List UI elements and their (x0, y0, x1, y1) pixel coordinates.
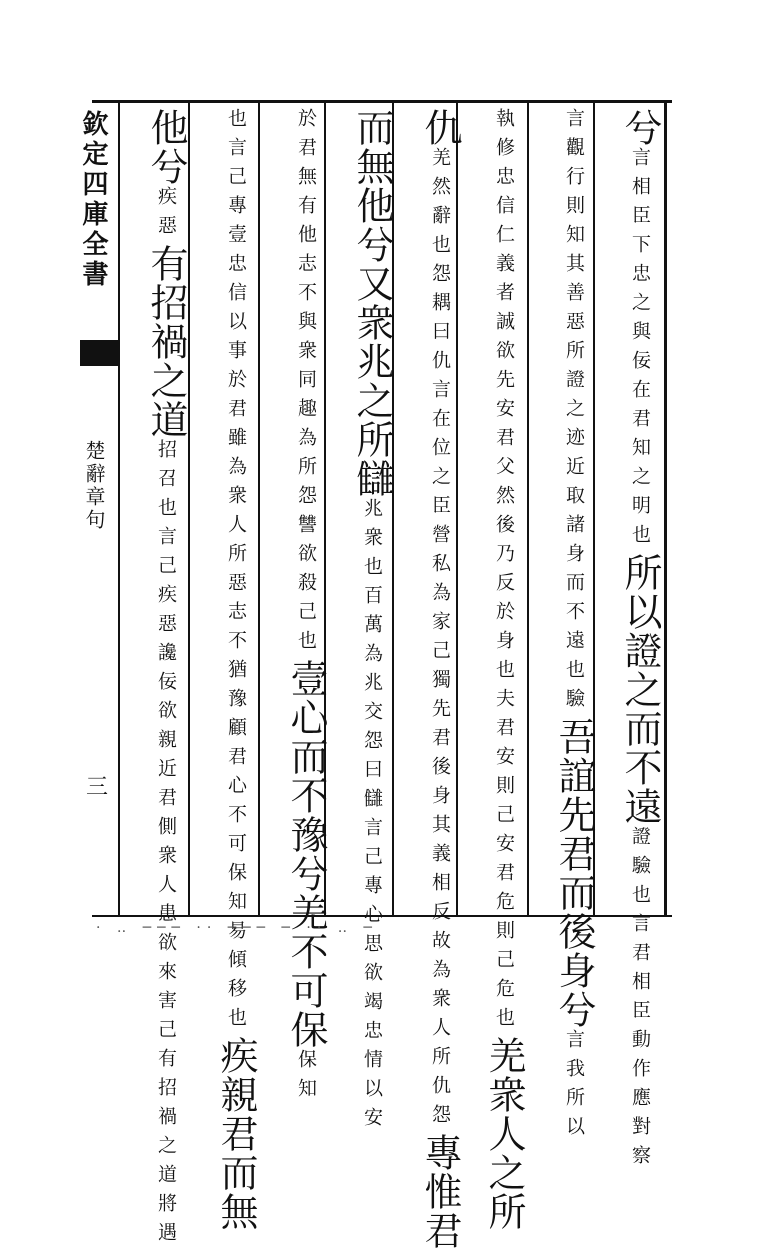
commentary-pair (155, 186, 177, 244)
commentary-right-line: 羌然辭也怨耦曰仇言在位之臣營私為家 (429, 147, 451, 640)
commentary-pair (429, 147, 451, 1133)
commentary-right-line: 保 (295, 1049, 317, 1078)
commentary-right-line: 招召也言己疾惡讒佞欲親近君側 (155, 439, 177, 845)
main-text: 他兮 (144, 108, 188, 186)
commentary-pair (493, 108, 515, 1036)
column-divider (527, 103, 529, 915)
commentary-left-line: 佞在君知之明也 (629, 350, 651, 553)
text-column (532, 108, 594, 1145)
commentary-right-line: 證驗也言君相 (629, 826, 651, 1000)
column-divider (258, 103, 260, 915)
text-column (194, 108, 256, 1231)
commentary-pair (563, 108, 585, 688)
commentary-left-line: 己獨先君後身其義相反故為衆人所仇怨 (429, 640, 451, 1133)
main-text: 而無他兮又衆兆之所讎 (350, 108, 394, 498)
main-text: 吾誼先君而後身兮 (552, 717, 596, 1029)
main-text: 仇 (418, 108, 462, 147)
commentary-right-line: 疾 (155, 186, 177, 215)
text-column (462, 108, 524, 1231)
bottom-noise: · ‥ ─── ·· ─── ─ ·· ‥ ─ (96, 920, 378, 936)
commentary-left-line: 衆人患欲來害己有招禍之道將遇 (155, 845, 177, 1251)
commentary-pair (155, 439, 177, 1251)
commentary-right-line: 兆衆也百萬為兆交怨曰讎 (361, 498, 383, 817)
commentary-left-line: 所以 (563, 1087, 585, 1145)
commentary-pair (295, 1049, 317, 1107)
commentary-left-line: 言己專心思欲竭忠情以安 (361, 817, 383, 1136)
main-text: 羌衆人之所 (482, 1036, 526, 1231)
commentary-left-line: 反於身也夫君安則己安君危則己危也 (493, 572, 515, 1036)
top-border (92, 100, 672, 103)
text-column (598, 108, 660, 1174)
commentary-left-line: 知 (295, 1078, 317, 1107)
commentary-right-line: 言相臣下忠之與 (629, 147, 651, 350)
commentary-text: 驗 (563, 688, 585, 717)
left-border (118, 100, 120, 917)
commentary-pair (361, 498, 383, 1136)
main-text: 有招禍之道 (144, 244, 188, 439)
fishtail-mark (80, 340, 120, 366)
book-title: 欽定四庫全書 (78, 110, 108, 290)
commentary-right-line: 於君無有他志不與衆同 (295, 108, 317, 398)
commentary-left-line: 趣為所怨讐欲殺己也 (295, 398, 317, 659)
commentary-left-line: 惡志不猶豫顧君心不可保知易傾移也 (225, 572, 247, 1036)
main-text: 所以證之而不遠 (618, 553, 662, 826)
commentary-left-line: 之迹近取諸身而不遠也 (563, 398, 585, 688)
main-text: 壹心而不豫兮羌不可保 (284, 659, 328, 1049)
right-border (664, 100, 667, 917)
commentary-pair (563, 1029, 585, 1145)
commentary-pair (629, 826, 651, 1174)
commentary-left-line: 臣動作應對察 (629, 1000, 651, 1174)
page-number: 三 (86, 775, 109, 800)
commentary-left-line: 惡 (155, 215, 177, 244)
commentary-pair (629, 147, 651, 553)
text-column (330, 108, 392, 1136)
main-text: 兮 (618, 108, 662, 147)
commentary-pair (295, 108, 317, 659)
section-title: 楚辭章句 (82, 440, 106, 532)
main-text: 疾親君而無 (214, 1036, 258, 1231)
text-column (264, 108, 326, 1107)
commentary-right-line: 言觀行則知其善惡所證 (563, 108, 585, 398)
text-column (124, 108, 186, 1251)
commentary-right-line: 執修忠信仁義者誠欲先安君父然後乃 (493, 108, 515, 572)
text-column (398, 108, 460, 1250)
column-divider (188, 103, 190, 915)
main-text: 專惟君 (418, 1133, 462, 1250)
commentary-right-line: 也言己專壹忠信以事於君雖為衆人所 (225, 108, 247, 572)
commentary-pair (225, 108, 247, 1036)
commentary-right-line: 言我 (563, 1029, 585, 1087)
